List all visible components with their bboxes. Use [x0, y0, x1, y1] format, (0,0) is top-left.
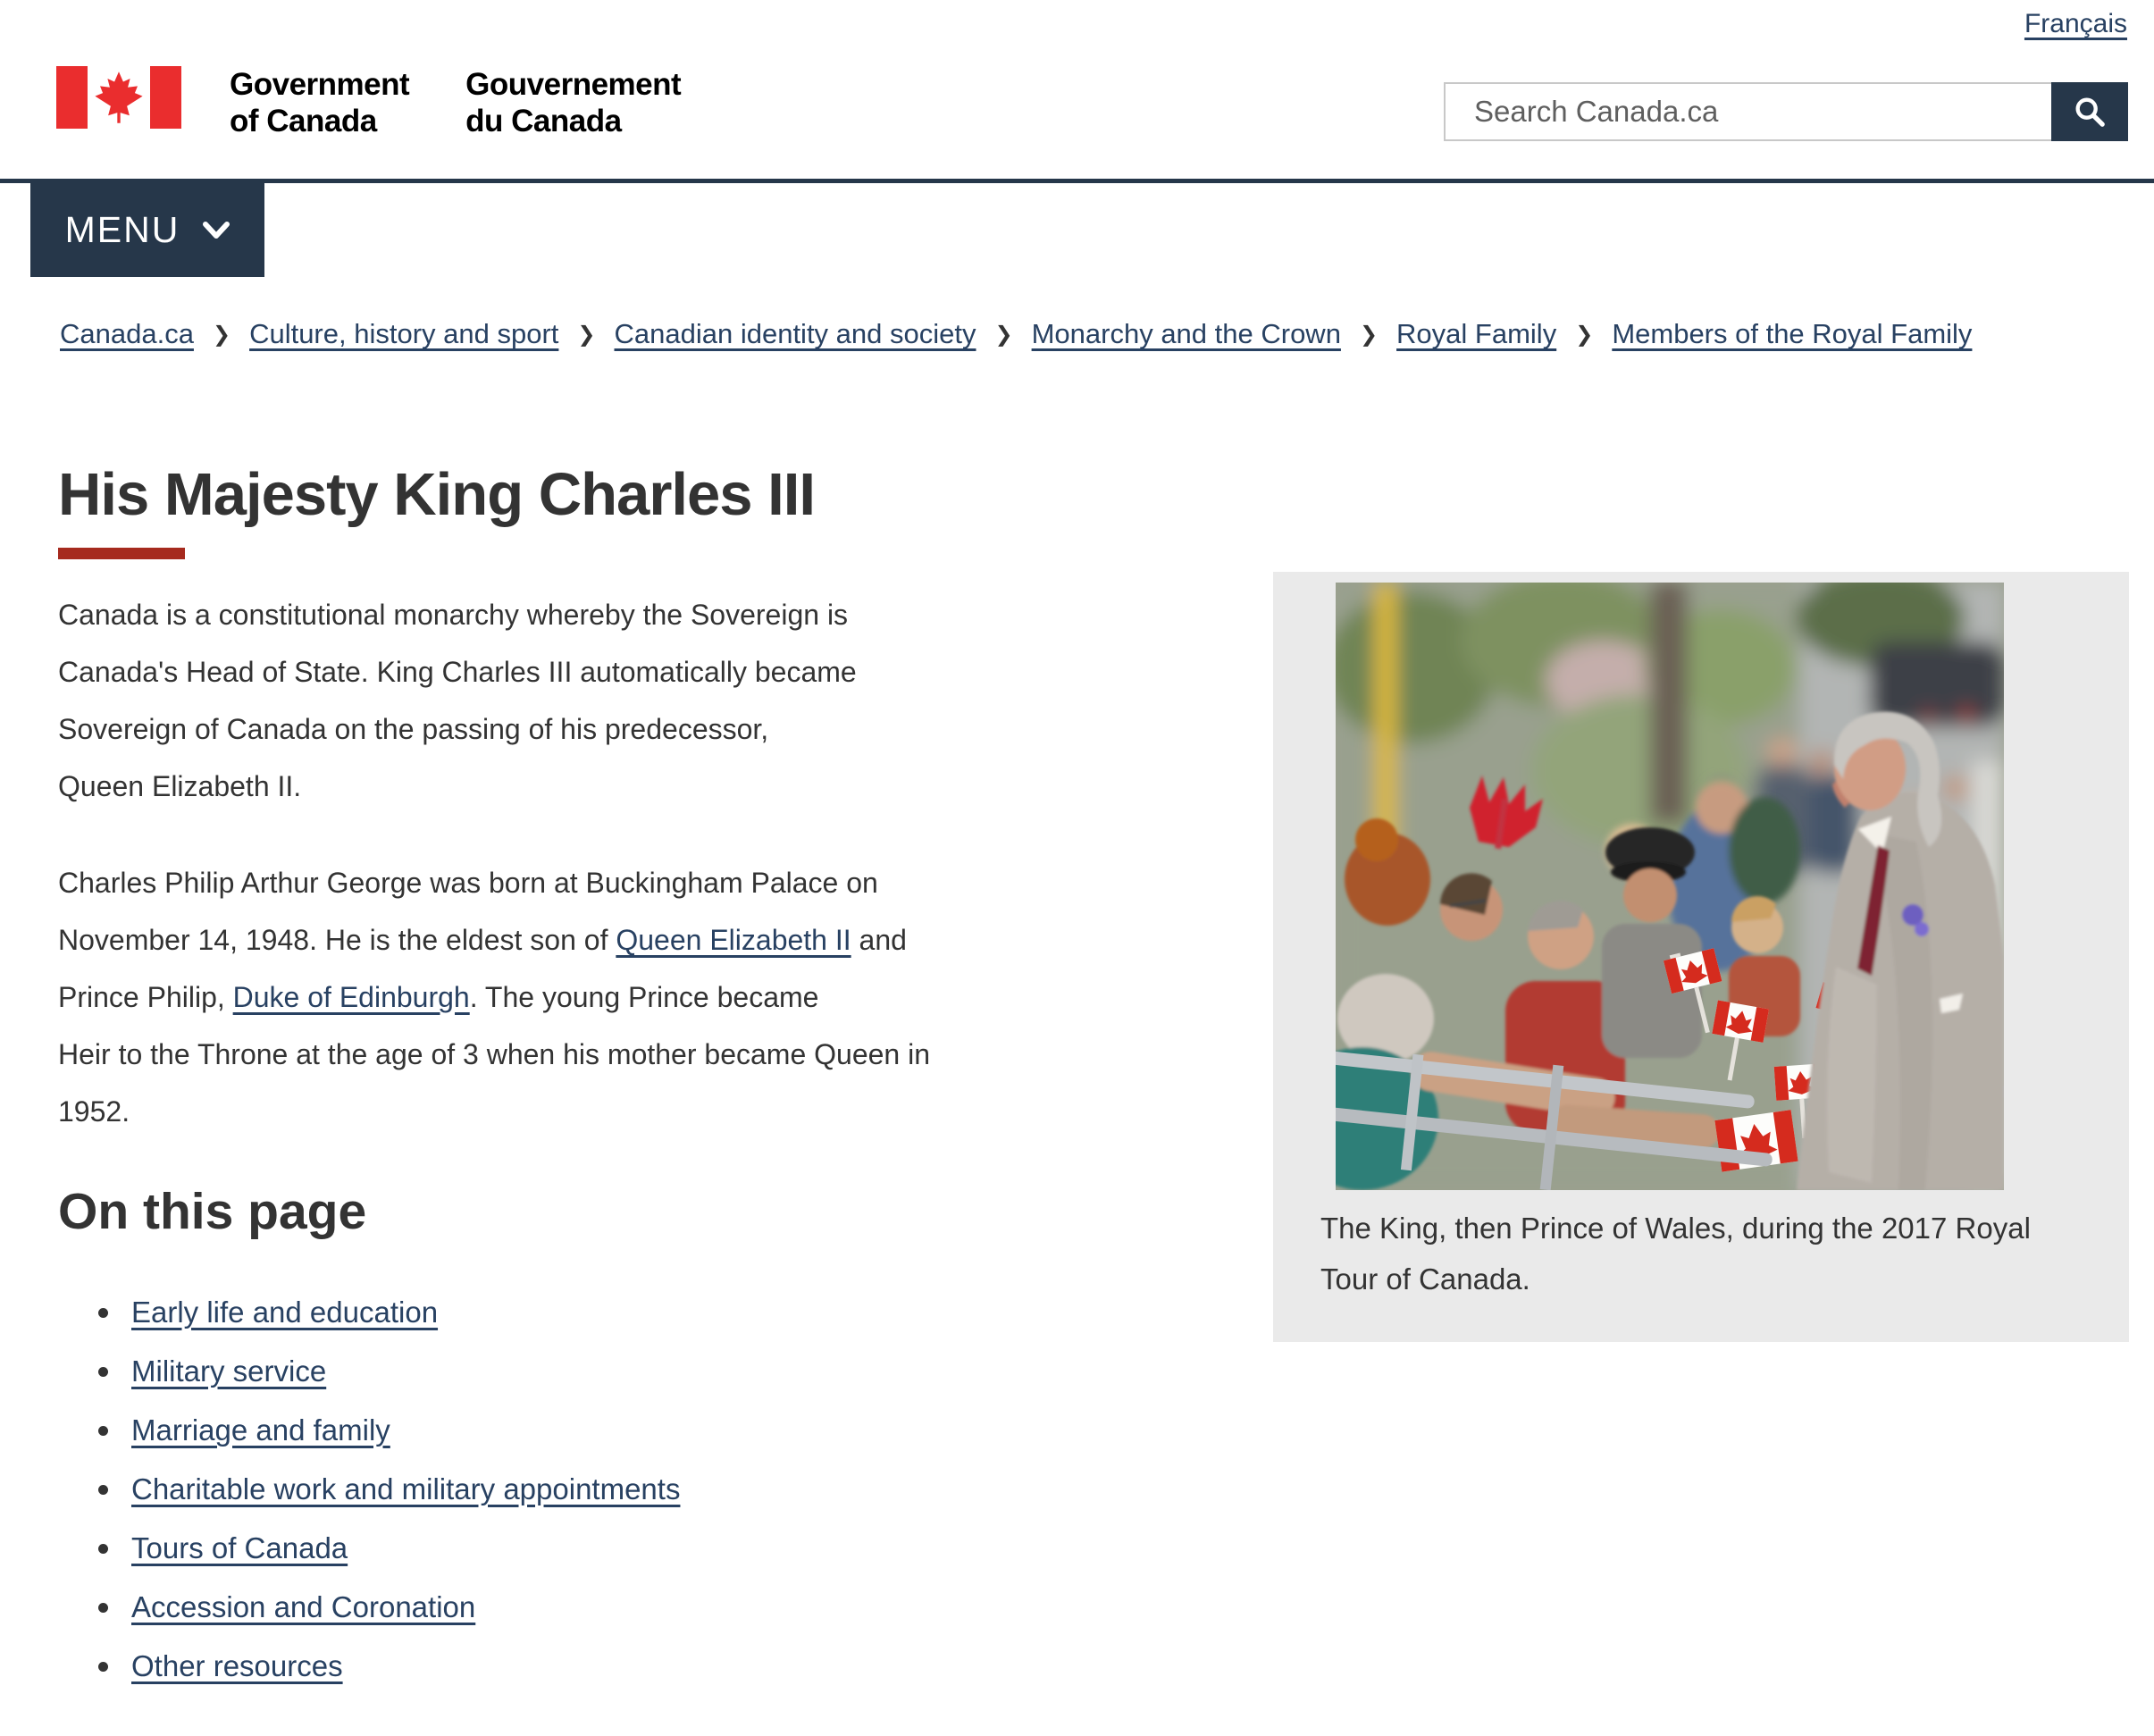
breadcrumb-separator-icon: ❯ — [994, 322, 1013, 347]
breadcrumb-separator-icon: ❯ — [577, 322, 596, 347]
government-of-canada-logo[interactable] — [56, 66, 682, 138]
page-title: His Majesty King Charles III — [58, 461, 815, 528]
on-this-page-item — [131, 1354, 1219, 1388]
wordmark-en-line2: of Canada — [230, 104, 377, 138]
duke-of-edinburgh-link[interactable]: Duke of Edinburgh — [232, 981, 470, 1013]
on-this-page-item — [131, 1413, 1219, 1447]
chevron-down-icon — [203, 222, 230, 239]
intro-paragraph-2 — [58, 854, 1219, 1140]
intro-paragraph-1 — [58, 586, 1219, 815]
canada-flag-icon — [56, 66, 181, 129]
on-this-page-link[interactable]: Other resources — [131, 1649, 343, 1682]
royal-tour-photo — [1336, 583, 2004, 1190]
breadcrumb-separator-icon: ❯ — [1359, 322, 1379, 347]
breadcrumb-link[interactable]: Monarchy and the Crown — [1031, 318, 1341, 349]
on-this-page-item — [131, 1472, 1219, 1506]
header-divider — [0, 179, 2154, 183]
breadcrumb-item — [615, 318, 1032, 349]
on-this-page-link[interactable]: Accession and Coronation — [131, 1590, 476, 1623]
menu-button[interactable] — [30, 183, 264, 277]
paragraph-text: Charles Philip Arthur George was born at Buckingham Palace on — [58, 867, 878, 899]
on-this-page-link[interactable]: Tours of Canada — [131, 1531, 348, 1564]
on-this-page-item — [131, 1649, 1219, 1683]
breadcrumb-link[interactable]: Canada.ca — [60, 318, 194, 349]
breadcrumb-link[interactable]: Royal Family — [1396, 318, 1557, 349]
on-this-page-link[interactable]: Charitable work and military appointments — [131, 1472, 681, 1505]
queen-elizabeth-link[interactable]: Queen Elizabeth II — [616, 924, 851, 956]
on-this-page-link[interactable]: Early life and education — [131, 1296, 439, 1329]
on-this-page-item — [131, 1590, 1219, 1624]
paragraph-text: 1952. — [58, 1095, 130, 1128]
on-this-page-link[interactable]: Military service — [131, 1354, 327, 1388]
breadcrumb-item — [60, 318, 249, 349]
on-this-page-item — [131, 1531, 1219, 1565]
on-this-page-heading: On this page — [58, 1183, 367, 1240]
wordmark-fr-line2: du Canada — [465, 104, 622, 138]
breadcrumb-link[interactable]: Culture, history and sport — [249, 318, 559, 349]
breadcrumb — [60, 314, 2115, 354]
breadcrumb-link[interactable]: Canadian identity and society — [614, 318, 976, 349]
paragraph-text: Canada is a constitutional monarchy whereby the Sovereign is — [58, 599, 849, 631]
on-this-page-link[interactable]: Marriage and family — [131, 1413, 390, 1447]
signature-wordmark — [230, 66, 681, 139]
photo-caption: The King, then Prince of Wales, during the 2017 Royal Tour of Canada. — [1320, 1212, 2031, 1296]
main-content — [58, 586, 1219, 1708]
paragraph-text: . The young Prince became — [469, 981, 819, 1013]
language-toggle-francais[interactable]: Français — [2024, 9, 2127, 38]
breadcrumb-item — [1032, 318, 1396, 349]
paragraph-text: and — [851, 924, 907, 956]
breadcrumb-item — [249, 318, 614, 349]
royal-tour-figure — [1273, 572, 2129, 1342]
paragraph-text: Queen Elizabeth II. — [58, 770, 302, 802]
paragraph-text: Prince Philip, — [58, 981, 233, 1013]
paragraph-text: November 14, 1948. He is the eldest son of — [58, 924, 616, 956]
breadcrumb-link[interactable]: Members of the Royal Family — [1612, 318, 1973, 349]
on-this-page-list — [58, 1296, 1219, 1683]
search-button[interactable] — [2051, 82, 2128, 141]
paragraph-text: Sovereign of Canada on the passing of his predecessor, — [58, 713, 769, 745]
search-input[interactable] — [1444, 82, 2051, 141]
paragraph-text: Canada's Head of State. King Charles III automatically became — [58, 656, 857, 688]
wordmark-en-line1: Government — [230, 67, 410, 102]
breadcrumb-separator-icon: ❯ — [1575, 322, 1594, 347]
menu-button-label: MENU — [64, 209, 180, 250]
breadcrumb-item — [1396, 318, 1612, 349]
on-this-page-item — [131, 1296, 1219, 1329]
breadcrumb-item — [1612, 318, 1972, 349]
title-accent-bar — [58, 548, 185, 559]
site-search — [1444, 82, 2128, 141]
paragraph-text: Heir to the Throne at the age of 3 when his mother became Queen in — [58, 1038, 930, 1070]
breadcrumb-separator-icon: ❯ — [212, 322, 231, 347]
search-icon — [2072, 94, 2108, 130]
wordmark-fr-line1: Gouvernement — [465, 67, 682, 102]
